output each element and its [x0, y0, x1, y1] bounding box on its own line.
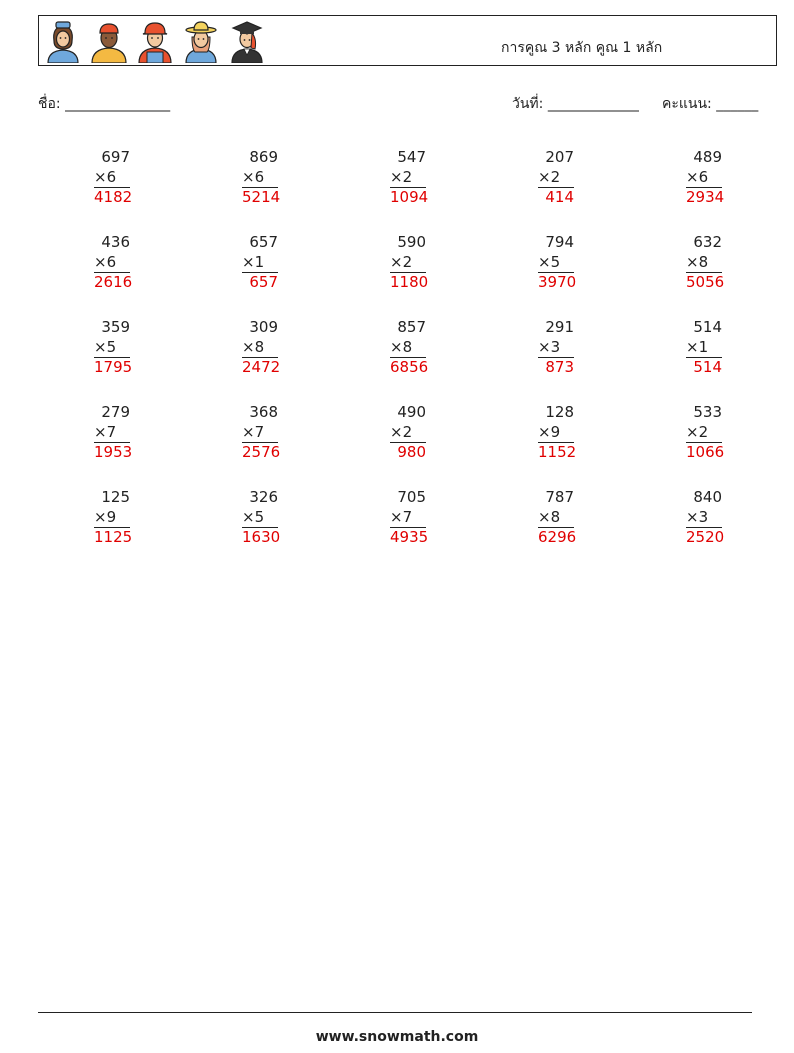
problem-item [242, 318, 281, 378]
multiplier: ×2 [390, 422, 413, 441]
answer: 1630 [242, 528, 281, 546]
problem-item [686, 488, 725, 548]
multiplicand: 489 [693, 148, 722, 166]
multiplicand: 547 [397, 148, 426, 166]
multiplicand: 125 [101, 488, 130, 506]
multiplier: ×6 [94, 252, 117, 271]
multiplier: ×8 [686, 252, 709, 271]
multiplier: ×5 [242, 507, 265, 526]
multiplicand: 291 [545, 318, 574, 336]
problem-item [686, 318, 722, 378]
multiplier: ×8 [242, 337, 265, 356]
problem-item [390, 318, 429, 378]
multiplicand: 490 [397, 403, 426, 421]
problem-item [538, 318, 574, 378]
score-field[interactable]: คะแนน: ______ [662, 96, 759, 112]
multiplicand: 657 [249, 233, 278, 251]
multiplicand: 697 [101, 148, 130, 166]
multiplier: ×9 [94, 507, 117, 526]
problem-item [390, 403, 426, 463]
multiplier: ×9 [538, 422, 561, 441]
problem-item [242, 403, 281, 463]
multiplicand: 705 [397, 488, 426, 506]
multiplier: ×6 [242, 167, 265, 186]
answer: 514 [686, 357, 722, 378]
multiplier: ×7 [94, 422, 117, 441]
problem-item [686, 148, 725, 208]
multiplier: ×2 [390, 252, 413, 271]
answer: 2934 [686, 188, 725, 206]
multiplicand: 368 [249, 403, 278, 421]
multiplier: ×7 [242, 422, 265, 441]
answer: 2616 [94, 273, 133, 291]
multiplier: ×1 [242, 252, 265, 271]
problem-item [242, 148, 281, 208]
problem-item [686, 233, 725, 293]
multiplicand: 514 [693, 318, 722, 336]
answer: 1066 [686, 443, 725, 461]
multiplicand: 787 [545, 488, 574, 506]
answer: 4182 [94, 188, 133, 206]
answer: 3970 [538, 273, 577, 291]
problem-item [242, 233, 278, 293]
answer: 2520 [686, 528, 725, 546]
answer: 2576 [242, 443, 281, 461]
multiplier: ×2 [538, 167, 561, 186]
problem-item [94, 318, 133, 378]
multiplier: ×7 [390, 507, 413, 526]
problem-item [538, 403, 577, 463]
footer-website[interactable]: www.snowmath.com [315, 1029, 479, 1045]
multiplicand: 207 [545, 148, 574, 166]
multiplier: ×5 [538, 252, 561, 271]
problem-item [390, 488, 429, 548]
multiplier: ×2 [390, 167, 413, 186]
problem-item [686, 403, 725, 463]
problem-item [94, 148, 133, 208]
answer: 657 [242, 272, 278, 293]
answer: 1180 [390, 273, 429, 291]
problem-item [538, 233, 577, 293]
answer: 980 [390, 442, 426, 463]
multiplicand: 533 [693, 403, 722, 421]
problem-item [538, 148, 574, 208]
multiplicand: 279 [101, 403, 130, 421]
answer: 1125 [94, 528, 133, 546]
multiplicand: 309 [249, 318, 278, 336]
multiplier: ×8 [538, 507, 561, 526]
problem-item [390, 148, 429, 208]
multiplicand: 632 [693, 233, 722, 251]
answer: 2472 [242, 358, 281, 376]
name-field[interactable]: ชื่อ: _______________ [38, 96, 171, 112]
multiplicand: 590 [397, 233, 426, 251]
multiplicand: 436 [101, 233, 130, 251]
multiplier: ×6 [686, 167, 709, 186]
answer: 6296 [538, 528, 577, 546]
answer: 1953 [94, 443, 133, 461]
multiplicand: 326 [249, 488, 278, 506]
multiplier: ×1 [686, 337, 709, 356]
multiplier: ×8 [390, 337, 413, 356]
multiplicand: 857 [397, 318, 426, 336]
answer: 873 [538, 357, 574, 378]
answer: 6856 [390, 358, 429, 376]
problem-item [538, 488, 577, 548]
problem-item [242, 488, 281, 548]
answer: 414 [538, 187, 574, 208]
worksheet-title: การคูณ 3 หลัก คูณ 1 หลัก [501, 40, 663, 56]
multiplicand: 359 [101, 318, 130, 336]
answer: 1152 [538, 443, 577, 461]
problem-item [390, 233, 429, 293]
multiplier: ×3 [686, 507, 709, 526]
problem-item [94, 488, 133, 548]
answer: 5056 [686, 273, 725, 291]
multiplier: ×3 [538, 337, 561, 356]
multiplier: ×6 [94, 167, 117, 186]
answer: 4935 [390, 528, 429, 546]
multiplicand: 869 [249, 148, 278, 166]
answer: 1795 [94, 358, 133, 376]
multiplicand: 794 [545, 233, 574, 251]
multiplicand: 128 [545, 403, 574, 421]
answer: 1094 [390, 188, 429, 206]
problem-item [94, 233, 133, 293]
answer: 5214 [242, 188, 281, 206]
multiplier: ×2 [686, 422, 709, 441]
multiplicand: 840 [693, 488, 722, 506]
problem-item [94, 403, 133, 463]
date-field[interactable]: วันที่: _____________ [512, 96, 639, 112]
multiplier: ×5 [94, 337, 117, 356]
footer-divider [38, 1012, 752, 1013]
